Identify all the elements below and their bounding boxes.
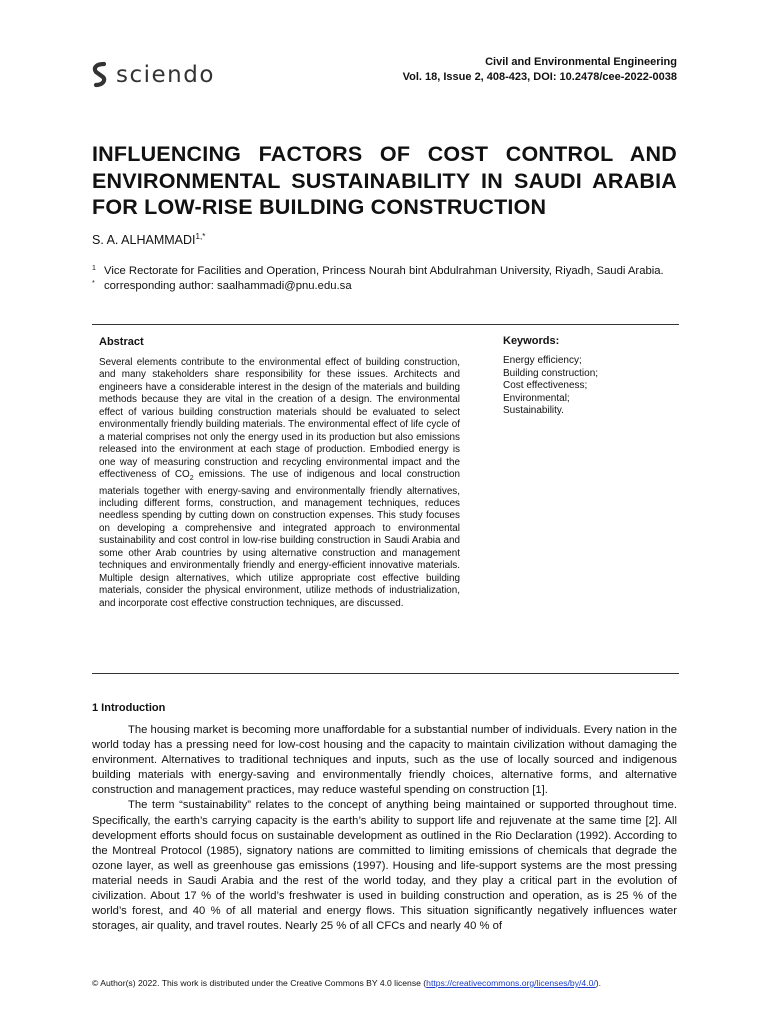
citation: Vol. 18, Issue 2, 408-423, DOI: 10.2478/cee-2022-0038 bbox=[402, 71, 677, 83]
keyword-item: Building construction; bbox=[503, 367, 599, 379]
affiliation-text: Vice Rectorate for Facilities and Operation, Princess Nourah bint Abdulrahman University, Riyadh, Saudi Arabia. bbox=[104, 265, 664, 277]
keyword-item: Cost effectiveness; bbox=[503, 380, 588, 391]
abstract-text-part-1: Several elements contribute to the environmental effect of building construction, and many stakeholders share responsibility for these issues. Architects and engineers have a considerable interest in the design of the materials and building methods because they are vital in the creation of a design. The environmental effect of various building construction materials should be evaluated to select environmentally friendly building materials. The environmental effect of life cycle of a material comprises not only the energy used in its production but also emissions released into the environment at each stage of production. Embodied energy is one way of measuring construction and recycling environmental impact and the effectiveness of CO bbox=[99, 357, 460, 481]
abstract-heading: Abstract bbox=[99, 336, 144, 348]
license-link[interactable]: https://creativecommons.org/licenses/by/4.0/ bbox=[426, 978, 596, 988]
keywords-section bbox=[503, 335, 673, 418]
logo-wordmark: sciendo bbox=[116, 62, 215, 88]
introduction-body bbox=[92, 723, 677, 934]
author-line bbox=[92, 232, 205, 247]
keywords-heading: Keywords: bbox=[503, 335, 560, 347]
license-footer bbox=[92, 978, 601, 988]
journal-header bbox=[403, 55, 677, 85]
affiliation-mark: * bbox=[92, 280, 95, 287]
body-paragraph: The housing market is becoming more unaffordable for a substantial number of individuals. Every nation in the world today has a pressing need for low-cost housing and the capacity to maintain civilization without damaging the environment. Alternatives to traditional techniques and inputs, such as the use of locally sourced and indigenous building materials with energy-saving and environmentally friendly choices, alternative forms, and alternative construction and management practices, may reduce wasteful spending on construction [1]. bbox=[92, 724, 677, 797]
sciendo-logo-icon bbox=[90, 61, 110, 89]
abstract-text bbox=[99, 357, 460, 610]
body-paragraph: The term “sustainability” relates to the concept of anything being maintained or supported throughout time. Specifically, the earth’s carrying capacity is the earth’s ability to support life and rejuvenate at the same time [2]. All development efforts should focus on sustainable development as outlined in the Rio Declaration (1992). According to the Montreal Protocol (1985), signatory nations are committed to limiting emissions of chemicals that degrade the ozone layer, as well as greenhouse gas emissions (1997). Housing and life-support systems are the most pressing material needs in Saudi Arabia and the rest of the world today, and they play a critical part in the evolution of civilization. About 17 % of the world’s freshwater is used in building construction and operation, as is 25 % of the world’s forest, and 40 % of all material and energy flows. This situation significantly negatively influences water storages, air quality, and travel routes. Nearly 25 % of all CFCs and nearly 40 % of bbox=[92, 799, 677, 933]
affiliation-mark: 1 bbox=[92, 265, 96, 272]
publisher-logo bbox=[90, 61, 215, 89]
co2-subscript: 2 bbox=[189, 475, 194, 483]
affiliations bbox=[92, 264, 682, 294]
journal-name: Civil and Environmental Engineering bbox=[485, 56, 677, 68]
license-end: ). bbox=[595, 978, 601, 988]
divider-bottom bbox=[92, 673, 679, 674]
affiliation-item bbox=[92, 279, 682, 294]
corresponding-author: corresponding author: saalhammadi@pnu.edu.sa bbox=[104, 280, 352, 292]
author-name: S. A. ALHAMMADI bbox=[92, 233, 196, 248]
section-heading-introduction: 1 Introduction bbox=[92, 702, 166, 714]
abstract-section bbox=[99, 336, 460, 610]
license-text: © Author(s) 2022. This work is distributed under the Creative Commons BY 4.0 license ( bbox=[92, 978, 427, 988]
keywords-list bbox=[503, 355, 673, 418]
keyword-item: Environmental; bbox=[503, 392, 570, 404]
author-superscript: 1,* bbox=[195, 232, 206, 241]
affiliation-item bbox=[92, 264, 682, 279]
keyword-item: Energy efficiency; bbox=[503, 355, 582, 366]
divider-top bbox=[92, 324, 679, 325]
abstract-text-part-2: emissions. The use of indigenous and local construction materials together with energy-saving and environmentally friendly alternatives, including different forms, construction, and management techniques, reduces needless spending by cutting down on construction expenses. This study focuses on developing a comprehensive and integrated approach to environmental sustainability and cost control in low-rise building construction in Saudi Arabia and some other Arab countries by using alternative construction and management techniques and environmentally friendly and energy-efficient innovative materials. Multiple design alternatives, which utilize appropriate cost effective building materials, consider the physical environment, utilize methods of industrialization, and incorporate cost effective construction techniques, are discussed. bbox=[99, 469, 460, 609]
paper-title: INFLUENCING FACTORS OF COST CONTROL AND ENVIRONMENTAL SUSTAINABILITY IN SAUDI ARABIA FOR LOW-RISE BUILDING CONSTRUCTION bbox=[92, 142, 677, 219]
keyword-item: Sustainability. bbox=[503, 405, 564, 416]
